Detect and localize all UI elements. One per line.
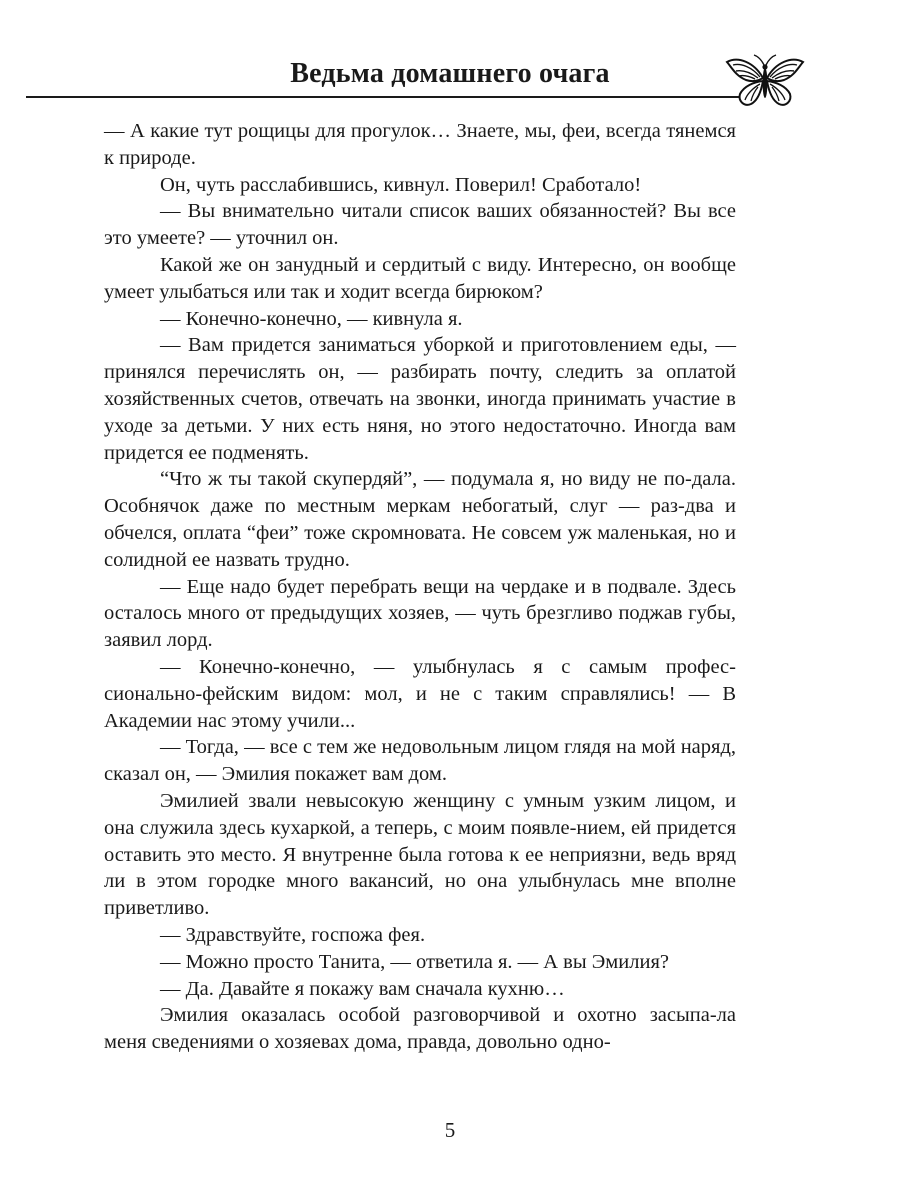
paragraph: — Здравствуйте, госпожа фея. [160, 923, 426, 946]
paragraph: Он, чуть расслабившись, кивнул. Поверил! Сработало! [160, 173, 642, 196]
running-header [0, 52, 900, 108]
paragraph: — Конечно-конечно, — кивнула я. [160, 307, 463, 330]
paragraph: — Тогда, — все с тем же недовольным лицом глядя на мой наряд, сказал он, — Эмилия покажет вам дом. [104, 736, 736, 786]
paragraph: — А какие тут рощицы для прогулок… Знаете, мы, феи, всегда тянемся к природе. [104, 120, 736, 169]
paragraph: Эмилия оказалась особой разговорчивой и охотно засыпа-ла меня сведениями о хозяевах дома, правда, довольно одно- [104, 1004, 736, 1054]
paragraph: Эмилией звали невысокую женщину с умным узким лицом, и она служила здесь кухаркой, а теперь, с моим появле-нием, ей придется оставить это место. Я внутренне была готова к ее неприязни, ведь вряд ли в этом городке много вакансий, но она улыбнулась мне вполне приветливо. [104, 789, 736, 920]
paragraph: — Конечно-конечно, — улыбнулась я с самым профес-сионально-фейским видом: мол, и не с таким справлялись! — В Академии нас этому учили... [104, 655, 736, 732]
header-rule [26, 96, 740, 98]
body-text [104, 118, 736, 1056]
paragraph: — Вам придется заниматься уборкой и приготовлением еды, — принялся перечислять он, — разбирать почту, следить за оплатой хозяйственных счетов, отвечать на звонки, иногда принимать участие в уходе за детьми. У них есть няня, но этого недостаточно. Иногда вам придется ее подменять. [104, 334, 736, 464]
paragraph: — Можно просто Танита, — ответила я. — А вы Эмилия? [160, 950, 669, 973]
paragraph: — Вы внимательно читали список ваших обязанностей? Вы все это умеете? — уточнил он. [104, 200, 736, 250]
page-number: 5 [444, 1118, 456, 1142]
paragraph: — Да. Давайте я покажу вам сначала кухню… [160, 977, 565, 1000]
butterfly-icon [724, 54, 806, 110]
paragraph: “Что ж ты такой скупердяй”, — подумала я, но виду не по-дала. Особнячок даже по местным меркам небогатый, слуг — раз-два и обчелся, оплата “феи” тоже скромновата. Не совсем уж маленькая, но и солидной ее назвать трудно. [104, 468, 736, 571]
running-header-title: Ведьма домашнего очага [290, 58, 610, 89]
paragraph: Какой же он занудный и сердитый с виду. Интересно, он вообще умеет улыбаться или так и ходит всегда бирюком? [104, 253, 736, 303]
paragraph: — Еще надо будет перебрать вещи на чердаке и в подвале. Здесь осталось много от предыдущих хозяев, — чуть брезгливо поджав губы, заявил лорд. [104, 575, 736, 652]
